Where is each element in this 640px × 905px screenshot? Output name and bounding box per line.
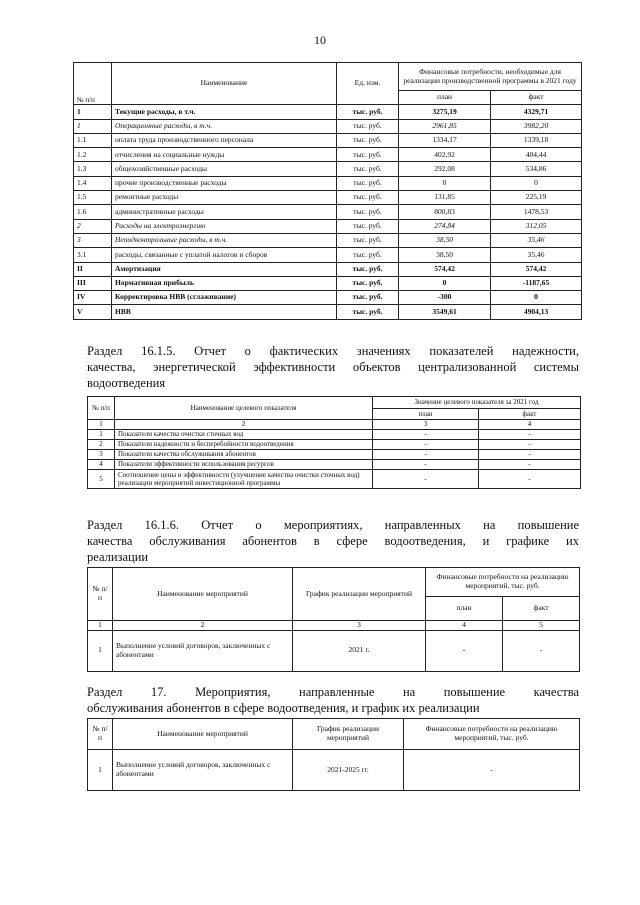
row-fact: 1339,18 [491,133,582,147]
header-plan: план [373,408,479,420]
table-row [74,248,582,262]
row-plan: - [373,430,479,440]
row-name: Амортизация [112,262,337,276]
row-plan: 131,85 [399,191,491,205]
header-finance: Финансовые потребности на реализацию мероприятий, тыс. руб. [426,568,580,597]
row-name: административные расходы [112,205,337,219]
row-unit: тыс. руб. [337,262,399,276]
row-name: НВВ [112,305,337,319]
row-fact: - [479,440,581,450]
row-num: 2 [74,219,112,233]
row-fact: 0 [491,291,582,305]
header-fact: факт [479,408,581,420]
table-row [74,276,582,290]
header-fact: факт [491,91,582,105]
row-fact: 4904,13 [491,305,582,319]
row-fact: 534,86 [491,162,582,176]
row-name: Соотношение цены и эффективности (улучшение качества очистки сточных вод) реализации мероприятий инвестиционной программы [115,470,373,489]
row-num: III [74,276,112,290]
row-plan: 3549,61 [399,305,491,319]
row-num: 1 [88,430,115,440]
row-num: 1.1 [74,133,112,147]
table-body [88,430,581,489]
header-num: № п/п [74,63,112,105]
table-row [74,233,582,247]
row-fact: 35,46 [491,248,582,262]
header-fact: факт [503,597,580,621]
column-number-row: 1 2 3 4 5 [88,621,580,631]
table-row [74,148,582,162]
row-unit: тыс. руб. [337,233,399,247]
section-16-1-5-heading: Раздел 16.1.5. Отчет о фактических значениях показателей надежности, качества, энергетической эффективности объектов централизованной системы водоотведения [87,344,579,390]
row-plan: 0 [399,176,491,190]
row-fact: - [479,430,581,440]
row-fact: 1478,53 [491,205,582,219]
header-finance: Финансовые потребности на реализацию мероприятий, тыс. руб. [404,719,580,750]
target-indicators-table [87,396,581,489]
row-plan: 2961,85 [399,119,491,133]
row-unit: тыс. руб. [337,248,399,262]
column-number-row: 1 2 3 4 [88,420,581,430]
row-plan: 574,42 [399,262,491,276]
header-name: Наименование мероприятий [113,568,293,621]
header-plan: план [426,597,503,621]
row-fact: 0 [491,176,582,190]
row-num: 1.5 [74,191,112,205]
table-row [88,470,581,489]
header-name: Наименование [112,63,337,105]
table-row [74,105,582,119]
header-plan: план [399,91,491,105]
row-name: Операционные расходы, в т.ч. [112,119,337,133]
row-num: 3.1 [74,248,112,262]
row-fact: - [479,450,581,460]
measures-report-table [87,567,580,672]
row-plan: 1334,17 [399,133,491,147]
table-row [74,205,582,219]
row-plan: - [373,450,479,460]
production-program-table [73,62,582,320]
table-row: 1 Выполнение условий договоров, заключенных с абонентами 2021 г. - - [88,630,580,671]
table-row [74,176,582,190]
row-name: Нормативная прибыль [112,276,337,290]
row-unit: тыс. руб. [337,305,399,319]
row-name: Расходы на электроэнергию [112,219,337,233]
row-num: 3 [88,450,115,460]
row-fact: 3982,20 [491,119,582,133]
table-row [74,219,582,233]
row-num: 1.6 [74,205,112,219]
row-num: 1.4 [74,176,112,190]
row-num: IV [74,291,112,305]
table-body [74,105,582,319]
row-unit: тыс. руб. [337,162,399,176]
row-unit: тыс. руб. [337,219,399,233]
row-num: II [74,262,112,276]
table-row [88,450,581,460]
row-fact: 312,05 [491,219,582,233]
table-row [88,460,581,470]
table-header-row [74,63,582,91]
header-num: № п/п [88,397,115,420]
table-row [74,262,582,276]
table-row [74,133,582,147]
row-plan: 0 [399,276,491,290]
row-name: расходы, связанные с уплатой налогов и сборов [112,248,337,262]
header-unit: Ед. изм. [337,63,399,105]
row-num: 1 [74,105,112,119]
row-num: 5 [88,470,115,489]
row-plan: 38,50 [399,248,491,262]
row-plan: - [373,440,479,450]
row-name: Показатели качества очистки сточных вод [115,430,373,440]
row-num: 4 [88,460,115,470]
row-name: Корректировка НВВ (сглаживание) [112,291,337,305]
row-name: Неподконтрольные расходы, в т.ч. [112,233,337,247]
row-fact: 4329,71 [491,105,582,119]
row-fact: 35,46 [491,233,582,247]
row-unit: тыс. руб. [337,119,399,133]
row-plan: 274,84 [399,219,491,233]
page-number: 10 [314,33,326,47]
row-unit: тыс. руб. [337,276,399,290]
table-row [74,191,582,205]
row-num: 3 [74,233,112,247]
row-name: ремонтные расходы [112,191,337,205]
row-fact: 404,44 [491,148,582,162]
row-plan: - [373,460,479,470]
row-name: общехозяйственные расходы [112,162,337,176]
row-name: Показатели эффективности использования ресурсов [115,460,373,470]
row-num: V [74,305,112,319]
table-row [74,305,582,319]
row-num: 1 [74,119,112,133]
header-value: Значение целевого показателя за 2021 год [373,397,581,409]
row-unit: тыс. руб. [337,191,399,205]
row-plan: 38,50 [399,233,491,247]
row-plan: -300 [399,291,491,305]
row-unit: тыс. руб. [337,291,399,305]
row-unit: тыс. руб. [337,176,399,190]
header-num: № п/п [88,719,113,750]
header-schedule: График реализации мероприятий [293,719,404,750]
table-row [88,430,581,440]
row-fact: - [479,470,581,489]
row-unit: тыс. руб. [337,205,399,219]
measures-plan-table [87,718,580,791]
row-fact: - [479,460,581,470]
table-row [74,119,582,133]
row-plan: 800,83 [399,205,491,219]
row-name: Показатели надежности и бесперебойности водоотведения [115,440,373,450]
header-schedule: График реализации мероприятий [293,568,426,621]
table-row: 1 Выполнение условий договоров, заключенных с абонентами 2021-2025 гг. - [88,750,580,791]
row-name: отчисления на социальные нужды [112,148,337,162]
row-fact: -1187,65 [491,276,582,290]
row-unit: тыс. руб. [337,105,399,119]
header-name: Наименование мероприятий [113,719,293,750]
row-plan: - [373,470,479,489]
table-row [74,291,582,305]
row-name: прочие производственные расходы [112,176,337,190]
row-num: 1.2 [74,148,112,162]
table-row [74,162,582,176]
section-16-1-6-heading: Раздел 16.1.6. Отчет о мероприятиях, направленных на повышение качества обслуживания абонентов в сфере водоотведения, и графике их реализации [87,518,579,564]
row-unit: тыс. руб. [337,133,399,147]
row-plan: 402,92 [399,148,491,162]
row-num: 1.3 [74,162,112,176]
row-name: Текущие расходы, в т.ч. [112,105,337,119]
header-finance: Финансовые потребности, необходимые для реализации производственной программы в 2021 году [399,63,582,91]
row-plan: 292,08 [399,162,491,176]
row-num: 2 [88,440,115,450]
row-fact: 574,42 [491,262,582,276]
row-name: Показатели качества обслуживания абонентов [115,450,373,460]
row-name: оплата труда производственного персонала [112,133,337,147]
table-row [88,440,581,450]
header-num: № п/п [88,568,113,621]
row-plan: 3275,19 [399,105,491,119]
header-name: Наименование целевого показателя [115,397,373,420]
row-unit: тыс. руб. [337,148,399,162]
row-fact: 225,19 [491,191,582,205]
section-17-heading: Раздел 17. Мероприятия, направленные на повышение качества обслуживания абонентов в сфере водоотведения, и график их реализации [87,685,579,715]
